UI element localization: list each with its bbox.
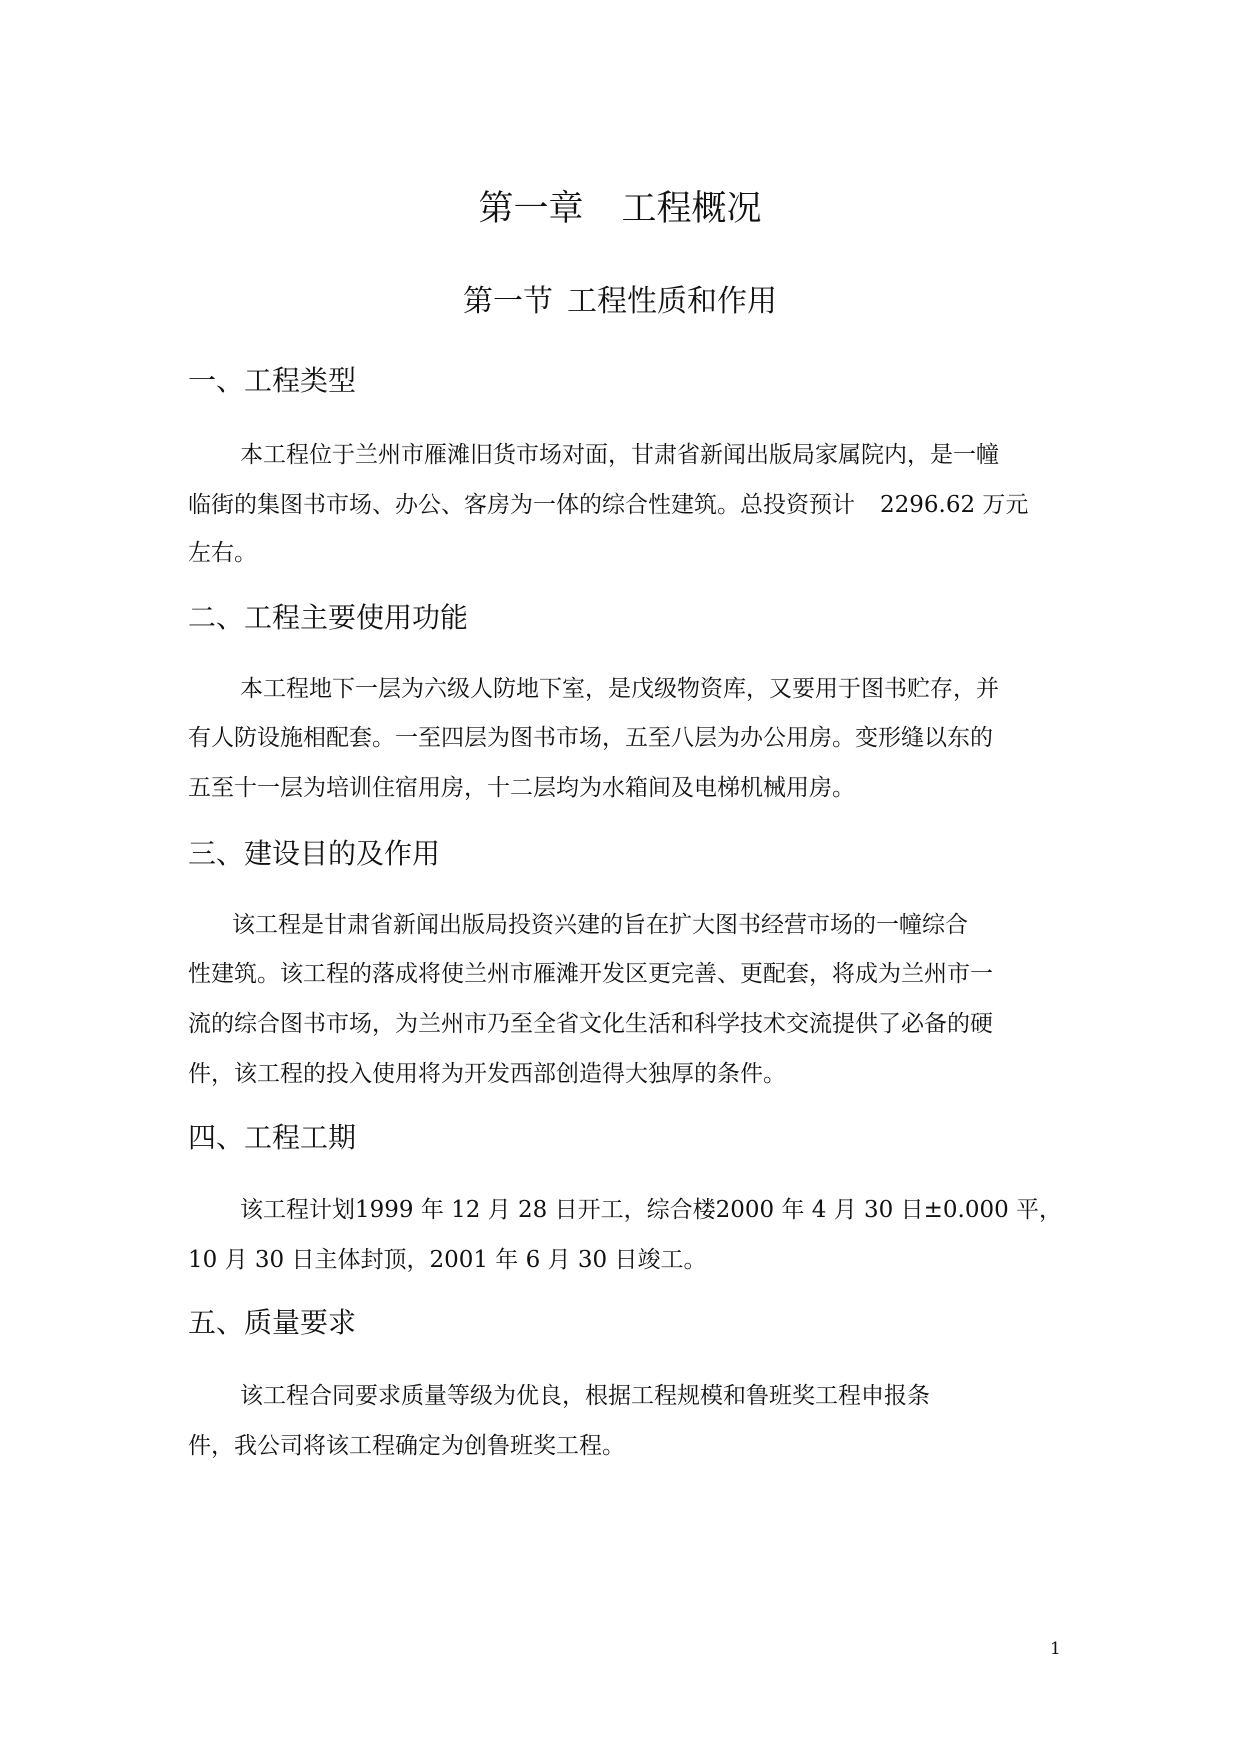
paragraph-line: 性建筑。该工程的落成将使兰州市雁滩开发区更完善、更配套，将成为兰州市一	[188, 961, 993, 987]
paragraph-line: 有人防设施相配套。一至四层为图书市场，五至八层为办公用房。变形缝以东的	[188, 725, 993, 751]
paragraph-line: 10 月 30 日主体封顶，2001 年 6 月 30 日竣工。	[188, 1247, 707, 1273]
paragraph-line: 五至十一层为培训住宿用房，十二层均为水箱间及电梯机械用房。	[188, 775, 855, 801]
paragraph-line: 本工程地下一层为六级人防地下室，是戊级物资库，又要用于图书贮存，并	[240, 676, 999, 702]
section-title	[0, 282, 1240, 322]
paragraph-line: 该工程计划1999 年 12 月 28 日开工，综合楼2000 年 4 月 30 日±0.000 平，	[240, 1197, 1063, 1223]
chapter-number: 第一章	[478, 189, 584, 229]
paragraph-line: 本工程位于兰州市雁滩旧货市场对面，甘肃省新闻出版局家属院内，是一幢	[240, 442, 999, 468]
chapter-title	[0, 186, 1240, 232]
heading-project-type: 一、工程类型	[188, 364, 357, 397]
paragraph-line: 件，该工程的投入使用将为开发西部创造得大独厚的条件。	[188, 1061, 786, 1087]
chapter-name: 工程概况	[621, 189, 762, 229]
heading-purpose: 三、建设目的及作用	[188, 837, 441, 870]
paragraph-line: 2296.62 万元	[880, 492, 1029, 518]
paragraph-line: 流的综合图书市场，为兰州市乃至全省文化生活和科学技术交流提供了必备的硬	[188, 1011, 993, 1037]
heading-schedule: 四、工程工期	[188, 1121, 357, 1154]
paragraph-line: 件，我公司将该工程确定为创鲁班奖工程。	[188, 1433, 625, 1459]
paragraph-line: 该工程是甘肃省新闻出版局投资兴建的旨在扩大图书经营市场的一幢综合	[232, 912, 968, 938]
heading-quality: 五、质量要求	[188, 1306, 357, 1339]
section-number: 第一节	[463, 284, 553, 319]
paragraph-line: 该工程合同要求质量等级为优良，根据工程规模和鲁班奖工程申报条	[240, 1383, 930, 1409]
page-number: 1	[1050, 1639, 1061, 1659]
section-name: 工程性质和作用	[567, 284, 777, 319]
paragraph-line: 左右。	[188, 540, 257, 566]
heading-main-functions: 二、工程主要使用功能	[188, 601, 469, 634]
paragraph-line: 临街的集图书市场、办公、客房为一体的综合性建筑。总投资预计	[188, 492, 855, 518]
